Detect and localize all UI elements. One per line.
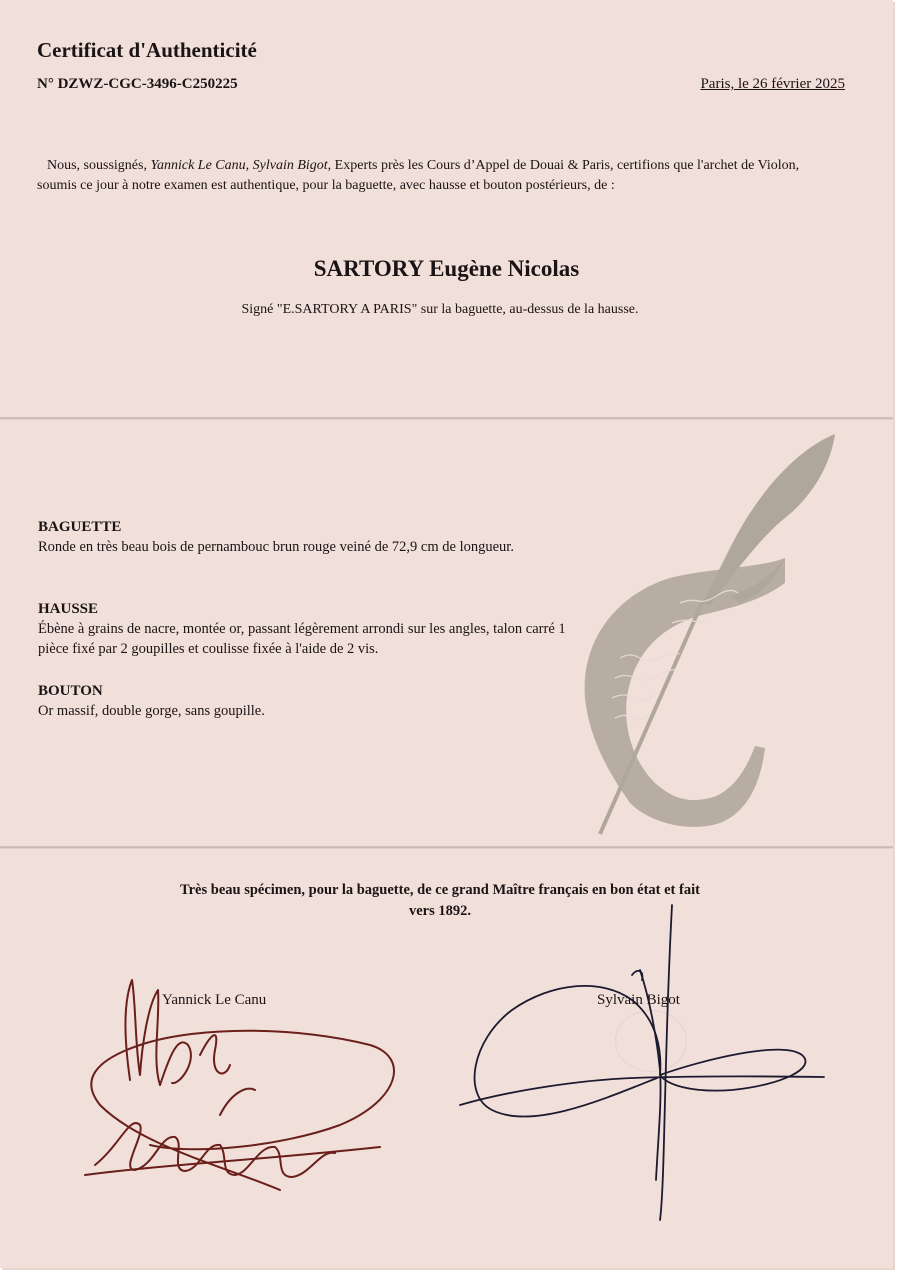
section-baguette xyxy=(38,517,578,557)
signatory-left-name: Yannick Le Canu xyxy=(162,992,267,1008)
intro-part2: , Experts près les Cours d’Appel de Douai & Paris, certifions que l'archet de Violon, soumis ce jour à notre examen est authentique, pour la baguette, avec hausse et bouton postérieurs, de : xyxy=(37,158,800,193)
conclusion-text: Très beau spécimen, pour la baguette, de ce grand Maître français en bon état et fait vers 1892. xyxy=(180,882,700,919)
section-text: Or massif, double gorge, sans goupille. xyxy=(38,703,265,719)
fold-line-bottom xyxy=(0,846,893,849)
section-heading: BOUTON xyxy=(38,683,103,699)
signature-right-icon xyxy=(452,900,832,1225)
certificate-number: N° DZWZ-CGC-3496-C250225 xyxy=(37,76,238,92)
section-heading: BAGUETTE xyxy=(38,519,122,535)
intro-part1: Nous, soussignés, xyxy=(47,158,151,173)
signature-left-icon xyxy=(80,965,410,1195)
quill-and-scroll-icon xyxy=(560,428,850,840)
intro-experts: Yannick Le Canu, Sylvain Bigot xyxy=(150,158,328,173)
place-and-date: Paris, le 26 février 2025 xyxy=(700,76,845,92)
certificate-title: Certificat d'Authenticité xyxy=(37,38,257,62)
section-bouton xyxy=(38,681,578,721)
signatory-right-name: Sylvain Bigot xyxy=(597,992,680,1008)
intro-paragraph xyxy=(37,156,837,196)
section-text: Ébène à grains de nacre, montée or, passant légèrement arrondi sur les angles, talon carré 1 pièce fixé par 2 goupilles et coulisse fixée à l'aide de 2 vis. xyxy=(38,621,566,657)
maker-name: SARTORY Eugène Nicolas xyxy=(313,256,580,281)
section-heading: HAUSSE xyxy=(38,601,99,617)
fold-line-top xyxy=(0,417,893,420)
section-hausse xyxy=(38,599,578,659)
stamp-note: Signé "E.SARTORY A PARIS" sur la baguette, au-dessus de la hausse. xyxy=(241,302,639,317)
section-text: Ronde en très beau bois de pernambouc brun rouge veiné de 72,9 cm de longueur. xyxy=(38,539,514,555)
